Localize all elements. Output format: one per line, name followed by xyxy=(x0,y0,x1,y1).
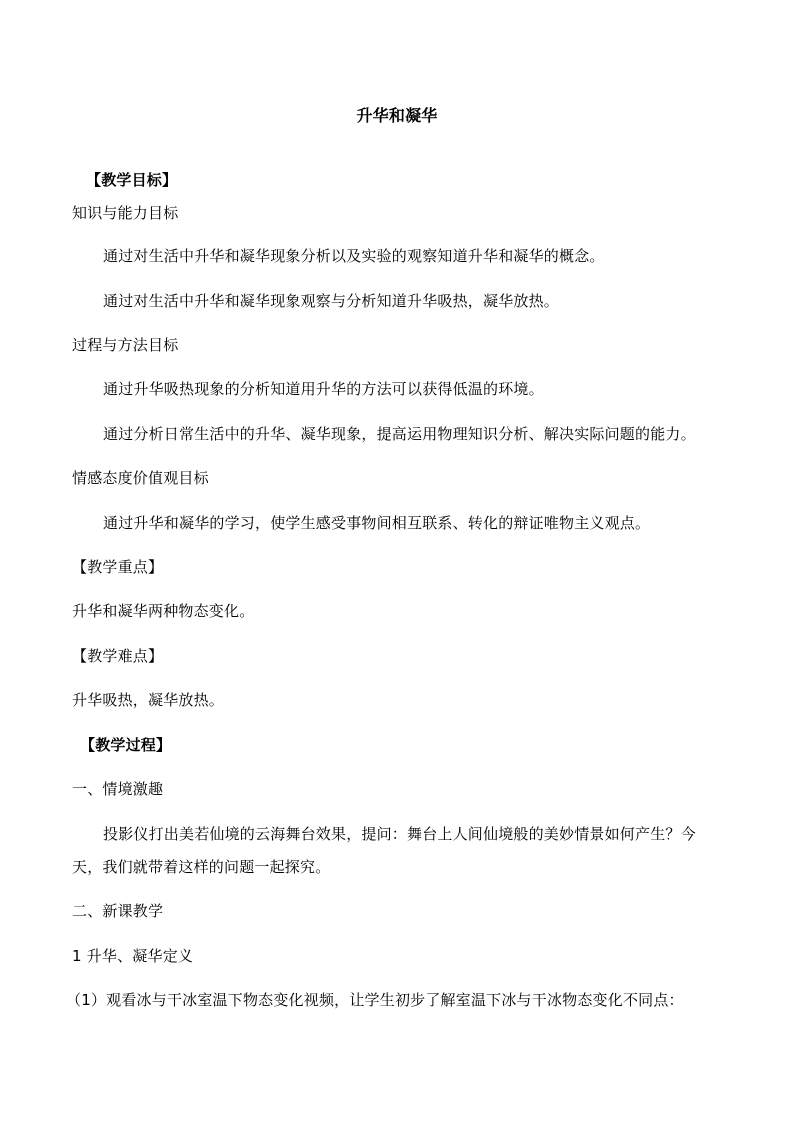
key-points-text: 升华和凝华两种物态变化。 xyxy=(72,602,255,620)
part1-paragraph-line: 投影仪打出美若仙境的云海舞台效果，提问：舞台上人间仙境般的美妙情景如何产生？今 xyxy=(103,825,696,843)
teaching-process-heading: 【教学过程】 xyxy=(80,736,172,754)
knowledge-goals-heading: 知识与能力目标 xyxy=(72,204,179,222)
process-goals-heading: 过程与方法目标 xyxy=(72,336,179,354)
knowledge-goal-item: 通过对生活中升华和凝华现象分析以及实验的观察知道升华和凝华的概念。 xyxy=(103,247,605,265)
teaching-goals-heading: 【教学目标】 xyxy=(86,171,178,189)
subsection-1-item: （1）观看冰与干冰室温下物态变化视频，让学生初步了解室温下冰与干冰物态变化不同点： xyxy=(66,991,684,1009)
process-goal-item: 通过分析日常生活中的升华、凝华现象，提高运用物理知识分析、解决实际问题的能力。 xyxy=(103,425,696,443)
part1-paragraph-line: 天，我们就带着这样的问题一起探究。 xyxy=(72,858,331,876)
emotion-goal-item: 通过升华和凝华的学习，使学生感受事物间相互联系、转化的辩证唯物主义观点。 xyxy=(103,514,651,532)
emotion-goals-heading: 情感态度价值观目标 xyxy=(72,469,209,487)
document-title: 升华和凝华 xyxy=(356,106,438,125)
part2-heading: 二、新课教学 xyxy=(72,902,164,920)
knowledge-goal-item: 通过对生活中升华和凝华现象观察与分析知道升华吸热，凝华放热。 xyxy=(103,292,560,310)
key-points-heading: 【教学重点】 xyxy=(72,558,164,576)
process-goal-item: 通过升华吸热现象的分析知道用升华的方法可以获得低温的环境。 xyxy=(103,380,544,398)
subsection-1-heading: 1 升华、凝华定义 xyxy=(72,947,194,965)
part1-heading: 一、情境激趣 xyxy=(72,780,164,798)
difficulty-text: 升华吸热，凝华放热。 xyxy=(72,691,225,709)
difficulty-heading: 【教学难点】 xyxy=(72,647,164,665)
